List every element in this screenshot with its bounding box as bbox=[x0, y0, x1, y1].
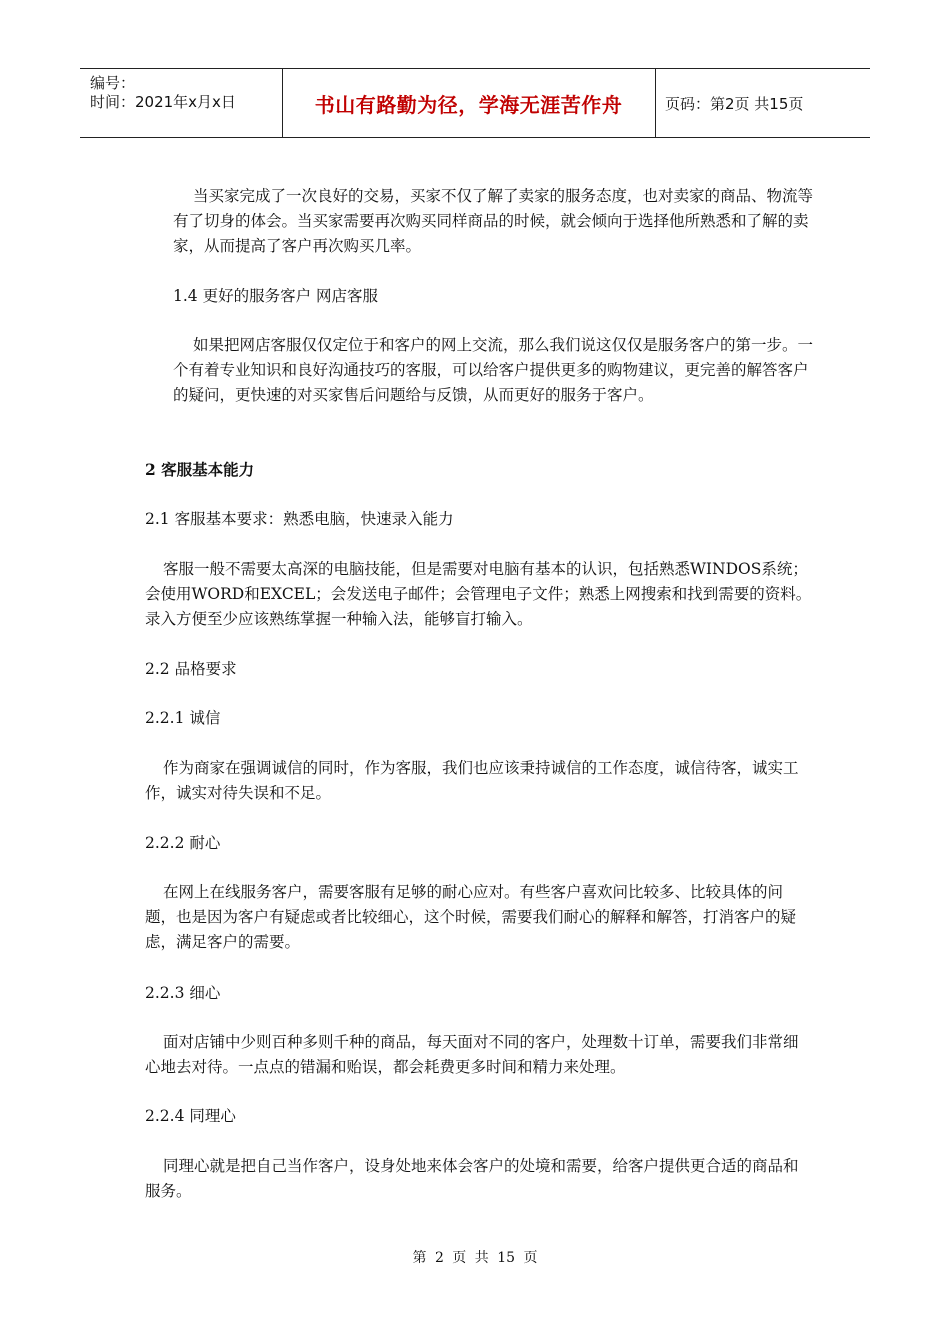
header-motto-cell bbox=[282, 69, 656, 137]
time-label: 时间：2021年x月x日 bbox=[90, 93, 236, 111]
page-footer: 第 2 页 共 15 页 bbox=[412, 1250, 538, 1266]
header-page-cell bbox=[655, 69, 870, 137]
motto: 书山有路勤为径，学海无涯苦作舟 bbox=[314, 92, 623, 117]
page-label: 页码：第2页 共15页 bbox=[665, 94, 804, 113]
section-heading-2-2-2: 2.2.2 耐心 bbox=[145, 834, 221, 852]
paragraph: 作为商家在强调诚信的同时，作为客服，我们也应该秉持诚信的工作态度，诚信待客，诚实工作，诚实对待失误和不足。 bbox=[145, 759, 799, 802]
section-heading-1-4: 1.4 更好的服务客户 网店客服 bbox=[173, 287, 379, 305]
section-heading-2: 2 客服基本能力 bbox=[145, 460, 255, 479]
paragraph: 客服一般不需要太高深的电脑技能，但是需要对电脑有基本的认识，包括熟悉WINDOS系统；会使用WORD和EXCEL；会发送电子邮件；会管理电子文件；熟悉上网搜索和找到需要的资料。录入方便至少应该熟练掌握一种输入法，能够盲打输入。 bbox=[145, 560, 812, 628]
section-heading-2-1: 2.1 客服基本要求：熟悉电脑，快速录入能力 bbox=[145, 510, 454, 528]
section-heading-2-2-3: 2.2.3 细心 bbox=[145, 984, 221, 1002]
paragraph: 当买家完成了一次良好的交易，买家不仅了解了卖家的服务态度，也对卖家的商品、物流等有了切身的体会。当买家需要再次购买同样商品的时候，就会倾向于选择他所熟悉和了解的卖家，从而提高了客户再次购买几率。 bbox=[173, 187, 814, 255]
document-header bbox=[80, 68, 870, 138]
header-meta bbox=[80, 69, 283, 137]
section-heading-2-2: 2.2 品格要求 bbox=[145, 660, 237, 678]
number-label: 编号： bbox=[90, 74, 136, 92]
paragraph: 面对店铺中少则百种多则千种的商品，每天面对不同的客户，处理数十订单，需要我们非常细心地去对待。一点点的错漏和贻误，都会耗费更多时间和精力来处理。 bbox=[145, 1033, 799, 1076]
paragraph: 如果把网店客服仅仅定位于和客户的网上交流，那么我们说这仅仅是服务客户的第一步。一个有着专业知识和良好沟通技巧的客服，可以给客户提供更多的购物建议，更完善的解答客户的疑问，更快速的对买家售后问题给与反馈，从而更好的服务于客户。 bbox=[173, 336, 814, 404]
section-heading-2-2-1: 2.2.1 诚信 bbox=[145, 709, 221, 727]
paragraph: 在网上在线服务客户，需要客服有足够的耐心应对。有些客户喜欢问比较多、比较具体的问题，也是因为客户有疑虑或者比较细心，这个时候，需要我们耐心的解释和解答，打消客户的疑虑，满足客户的需要。 bbox=[145, 883, 797, 951]
section-heading-2-2-4: 2.2.4 同理心 bbox=[145, 1107, 236, 1125]
paragraph: 同理心就是把自己当作客户，设身处地来体会客户的处境和需要，给客户提供更合适的商品和服务。 bbox=[145, 1157, 799, 1200]
